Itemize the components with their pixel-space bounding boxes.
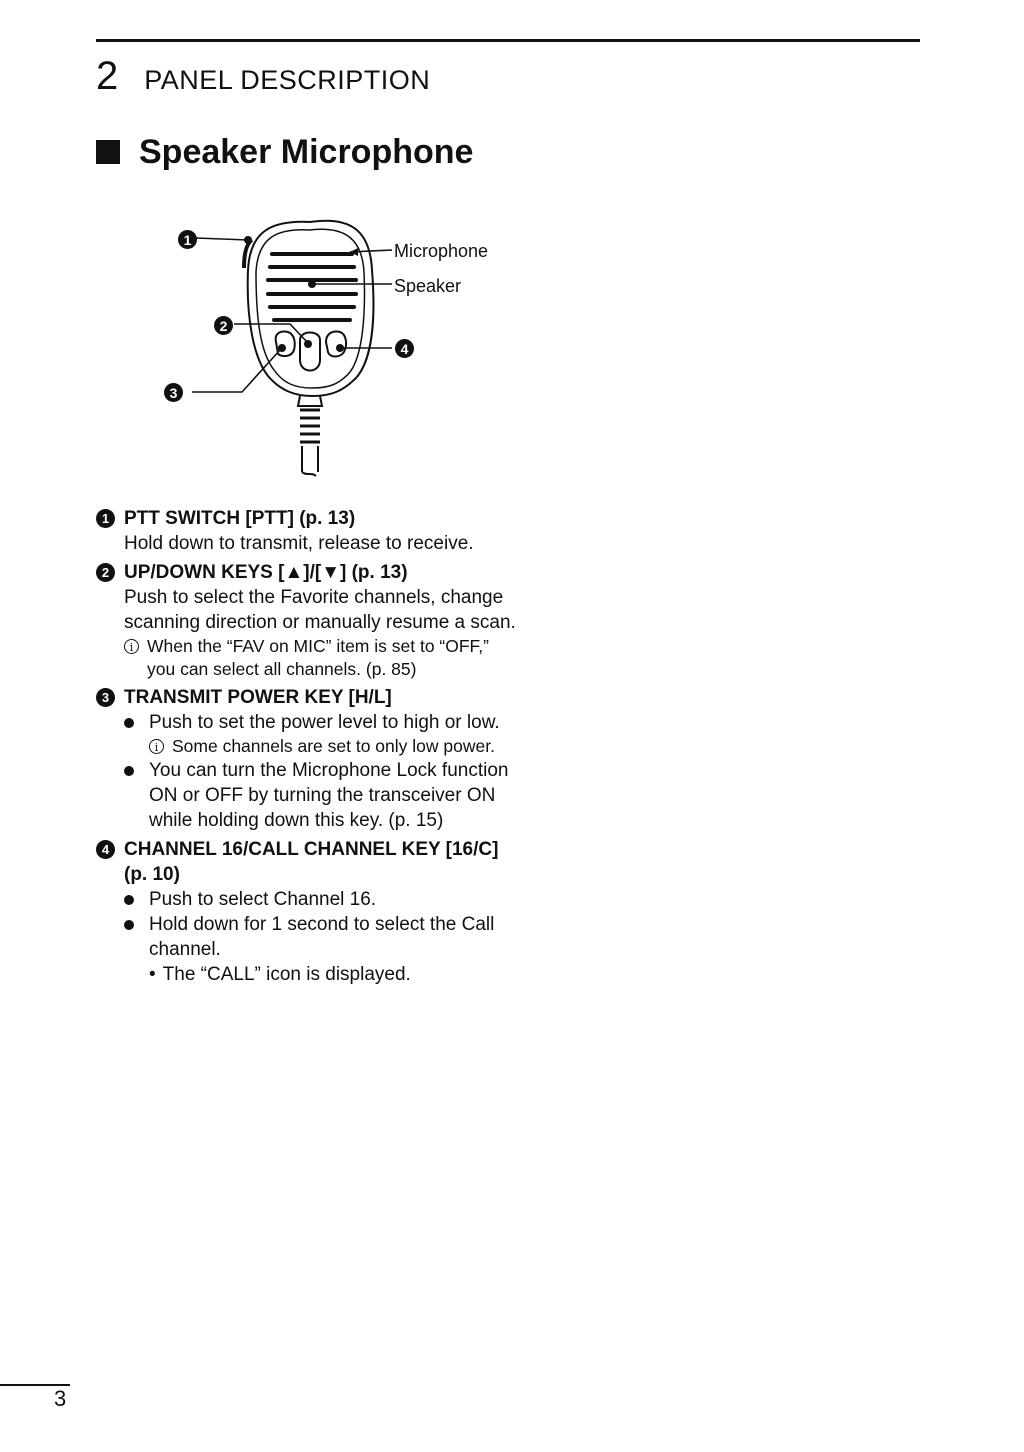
- sub-bullet-text: The “CALL” icon is displayed.: [162, 964, 411, 985]
- square-bullet-icon: [96, 140, 120, 164]
- item-title: UP/DOWN KEYS [▲]/[▼] (p. 13): [124, 562, 408, 583]
- callout-4: 4: [395, 339, 414, 358]
- callout-1: 1: [178, 230, 197, 249]
- callout-3: 3: [164, 383, 183, 402]
- chapter-header: [96, 54, 430, 102]
- item-text: Hold down to transmit, release to receive.: [124, 533, 474, 554]
- bullet-text: Push to set the power level to high or low.: [149, 712, 500, 733]
- item-number: 4: [96, 840, 115, 859]
- bullet-icon: [124, 920, 134, 930]
- item-up-down-keys: [96, 560, 516, 681]
- chapter-title: PANEL DESCRIPTION: [144, 65, 431, 95]
- bullet: [124, 887, 516, 912]
- item-number: 2: [96, 563, 115, 582]
- sub-bullet: [124, 962, 516, 987]
- note-text: When the “FAV on MIC” item is set to “OFF,” you can select all channels. (p. 85): [147, 636, 489, 679]
- bullet-icon: [124, 766, 134, 776]
- page-number: 3: [54, 1386, 67, 1411]
- bullet: [124, 912, 516, 962]
- section-heading: [96, 130, 473, 174]
- section-title: Speaker Microphone: [139, 133, 474, 171]
- top-rule: [96, 39, 920, 42]
- item-number: 3: [96, 688, 115, 707]
- item-title: TRANSMIT POWER KEY [H/L]: [124, 687, 392, 708]
- bullet-icon: [124, 718, 134, 728]
- item-title: PTT SWITCH [PTT] (p. 13): [124, 508, 356, 529]
- speaker-label: Speaker: [394, 276, 462, 296]
- note-text: Some channels are set to only low power.: [172, 736, 495, 756]
- bullet-text: Push to select Channel 16.: [149, 889, 377, 910]
- bullet-icon: [124, 895, 134, 905]
- item-ptt-switch: [96, 506, 516, 556]
- bullet: [124, 710, 516, 735]
- item-title: CHANNEL 16/CALL CHANNEL KEY [16/C] (p. 10): [124, 839, 499, 885]
- bullet-text: Hold down for 1 second to select the Call channel.: [149, 914, 495, 960]
- small-dot-icon: •: [149, 964, 156, 985]
- bullet: [124, 758, 516, 833]
- callout-2: 2: [214, 316, 233, 335]
- item-channel-16-call-key: [96, 837, 516, 987]
- item-number: 1: [96, 509, 115, 528]
- info-icon: i: [149, 739, 164, 754]
- chapter-number: 2: [96, 54, 119, 98]
- item-text: Push to select the Favorite channels, change scanning direction or manually resume a scan.: [124, 587, 516, 633]
- microphone-label: Microphone: [394, 241, 489, 261]
- note: [124, 735, 516, 758]
- item-transmit-power-key: [96, 685, 516, 833]
- speaker-microphone-figure: [160, 210, 510, 490]
- info-icon: i: [124, 639, 139, 654]
- item-list: [96, 506, 516, 991]
- bullet-text: You can turn the Microphone Lock function ON or OFF by turning the transceiver ON while holding down this key. (p. 15): [149, 760, 509, 831]
- note: [124, 635, 516, 681]
